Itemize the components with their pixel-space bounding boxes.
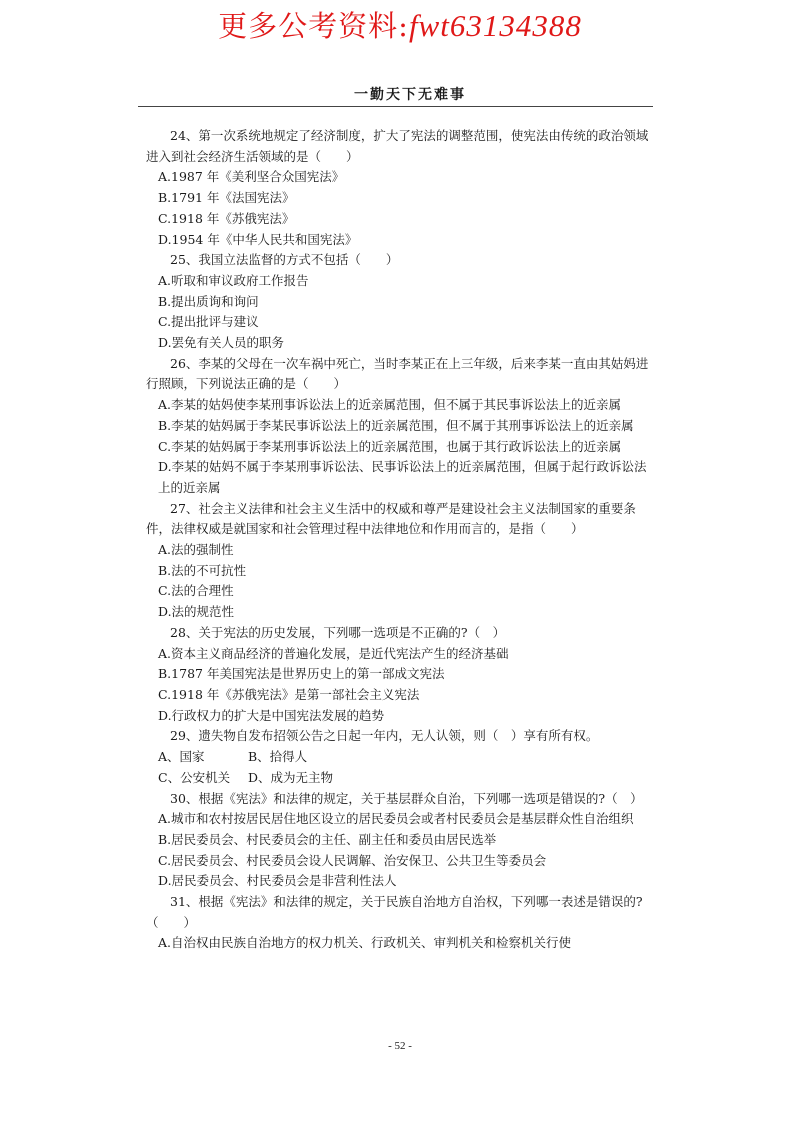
option-b: B.提出质询和询问 bbox=[158, 293, 259, 309]
option-c: C、公安机关 bbox=[158, 769, 231, 785]
option-c: C.法的合理性 bbox=[158, 583, 234, 599]
question-stem: 26、李某的父母在一次车祸中死亡，当时李某正在上三年级，后来李某一直由其姑妈进行照顾，下列说法正确的是（ ） bbox=[146, 355, 649, 392]
option-d: D.李某的姑妈不属于李某刑事诉讼法、民事诉讼法上的近亲属范围，但属于起行政诉讼法上的近亲属 bbox=[158, 459, 647, 495]
question-list bbox=[146, 126, 658, 954]
option-c: C.李某的姑妈属于李某刑事诉讼法上的近亲属范围，也属于其行政诉讼法上的近亲属 bbox=[158, 438, 622, 454]
option-b: B.李某的姑妈属于李某民事诉讼法上的近亲属范围，但不属于其刑事诉讼法上的近亲属 bbox=[158, 417, 634, 433]
promo-banner bbox=[0, 4, 800, 45]
option-c: C.1918 年《苏俄宪法》 bbox=[158, 210, 295, 226]
option-a: A.1987 年《美利坚合众国宪法》 bbox=[158, 169, 345, 185]
option-row bbox=[146, 768, 658, 789]
option-d: D.1954 年《中华人民共和国宪法》 bbox=[158, 231, 358, 247]
header-rule bbox=[138, 106, 653, 107]
option-d: D.罢免有关人员的职务 bbox=[158, 335, 285, 351]
option-b: B.居民委员会、村民委员会的主任、副主任和委员由居民选举 bbox=[158, 831, 497, 847]
question-stem: 30、根据《宪法》和法律的规定，关于基层群众自治，下列哪一选项是错误的?（ ） bbox=[170, 790, 643, 806]
option-d: D.行政权力的扩大是中国宪法发展的趋势 bbox=[158, 707, 385, 723]
option-c: C.居民委员会、村民委员会设人民调解、治安保卫、公共卫生等委员会 bbox=[158, 852, 547, 868]
question-stem: 25、我国立法监督的方式不包括（ ） bbox=[170, 252, 399, 268]
option-a: A.自治权由民族自治地方的权力机关、行政机关、审判机关和检察机关行使 bbox=[158, 935, 572, 951]
banner-cn-text: 更多公考资料: bbox=[218, 9, 409, 43]
option-b: B、拾得人 bbox=[248, 749, 308, 765]
option-d: D、成为无主物 bbox=[248, 769, 334, 785]
option-a: A.法的强制性 bbox=[158, 542, 234, 558]
question-stem: 29、遗失物自发布招领公告之日起一年内，无人认领，则（ ）享有所有权。 bbox=[170, 728, 599, 744]
option-c: C.1918 年《苏俄宪法》是第一部社会主义宪法 bbox=[158, 686, 420, 702]
question-stem: 28、关于宪法的历史发展，下列哪一选项是不正确的?（ ） bbox=[170, 624, 506, 640]
option-a: A、国家 bbox=[158, 749, 205, 765]
option-a: A.李某的姑妈使李某刑事诉讼法上的近亲属范围，但不属于其民事诉讼法上的近亲属 bbox=[158, 397, 622, 413]
banner-contact-id: fwt63134388 bbox=[408, 8, 582, 43]
question-stem: 24、第一次系统地规定了经济制度，扩大了宪法的调整范围，使宪法由传统的政治领域进入到社会经济生活领域的是（ ） bbox=[146, 128, 649, 164]
option-d: D.居民委员会、村民委员会是非营利性法人 bbox=[158, 873, 397, 889]
option-b: B.1787 年美国宪法是世界历史上的第一部成文宪法 bbox=[158, 666, 445, 682]
option-a: A.听取和审议政府工作报告 bbox=[158, 272, 309, 288]
option-d: D.法的规范性 bbox=[158, 604, 235, 620]
option-a: A.城市和农村按居民居住地区设立的居民委员会或者村民委员会是基层群众性自治组织 bbox=[158, 811, 634, 827]
option-b: B.1791 年《法国宪法》 bbox=[158, 190, 295, 206]
question-stem: 27、社会主义法律和社会主义生活中的权威和尊严是建设社会主义法制国家的重要条件，法律权威是就国家和社会管理过程中法律地位和作用而言的，是指（ ） bbox=[146, 500, 636, 537]
option-b: B.法的不可抗性 bbox=[158, 562, 247, 578]
option-row bbox=[146, 747, 658, 768]
question-stem: 31、根据《宪法》和法律的规定，关于民族自治地方自治权，下列哪一表述是错误的?（ ） bbox=[146, 894, 643, 930]
option-c: C.提出批评与建议 bbox=[158, 314, 259, 330]
page-header-title: 一勤天下无难事 bbox=[320, 84, 500, 104]
page-number: - 52 - bbox=[388, 1040, 412, 1052]
option-a: A.资本主义商品经济的普遍化发展，是近代宪法产生的经济基础 bbox=[158, 645, 509, 661]
